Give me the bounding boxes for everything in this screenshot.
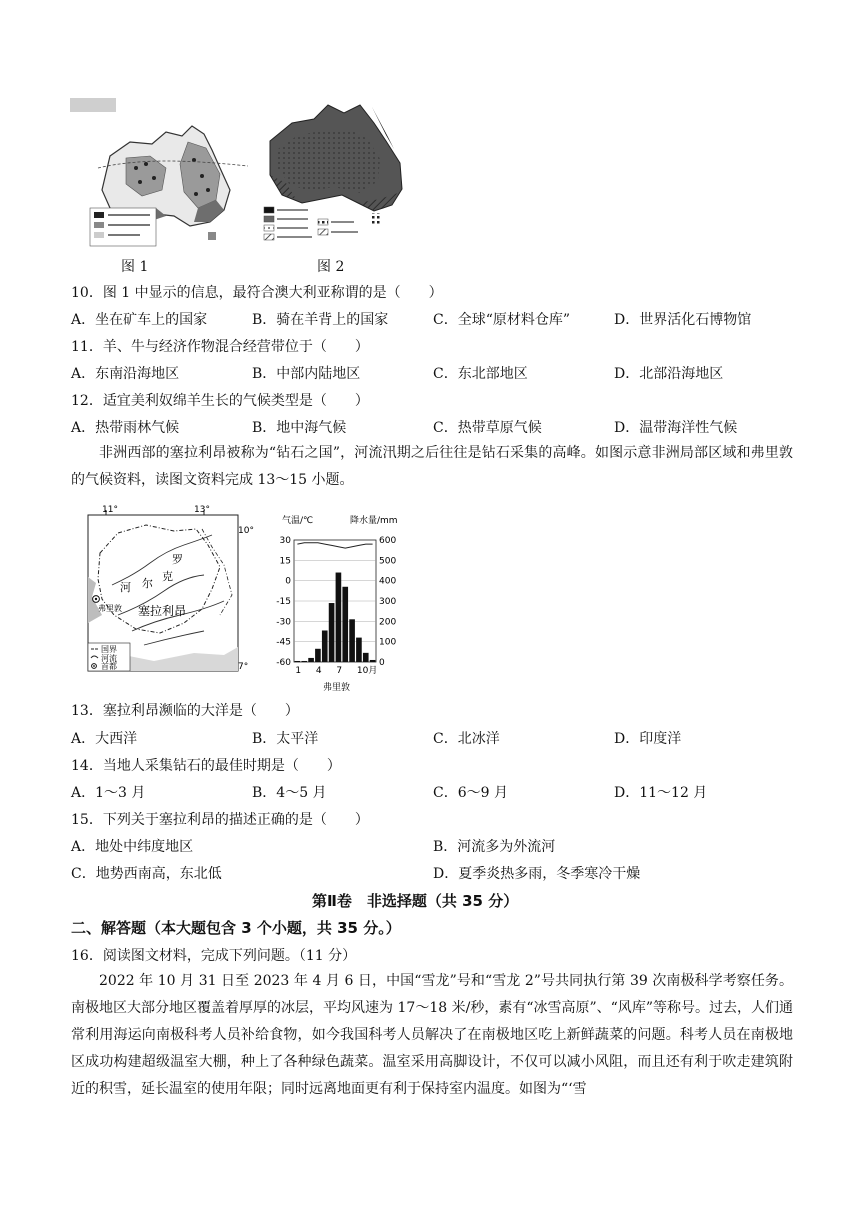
precip-bar bbox=[315, 649, 321, 662]
city-label-freetown: 弗里敦 bbox=[98, 604, 122, 613]
question-14-option-a[interactable]: A．1～3 月 bbox=[71, 785, 146, 801]
precip-tick-label: 400 bbox=[379, 576, 397, 587]
tick-11: 11° bbox=[102, 505, 118, 515]
temp-tick-label: -45 bbox=[276, 637, 291, 648]
question-12-option-b[interactable]: B．地中海气候 bbox=[252, 420, 347, 436]
tick-10: 10° bbox=[238, 526, 254, 536]
temp-tick-label: -60 bbox=[276, 658, 291, 668]
precip-bar bbox=[295, 661, 301, 662]
month-tick-label: 10月 bbox=[356, 666, 378, 676]
part2-title: 第Ⅱ卷 非选择题（共 35 分） bbox=[312, 892, 519, 910]
precip-bar bbox=[363, 653, 369, 662]
question-12-option-d[interactable]: D．温带海洋性气候 bbox=[614, 420, 738, 436]
question-10-option-b[interactable]: B．骑在羊背上的国家 bbox=[252, 312, 389, 328]
month-tick-label: 1 bbox=[295, 666, 302, 676]
question-14-option-c[interactable]: C．6～9 月 bbox=[433, 785, 508, 801]
temp-axis-label: 气温/℃ bbox=[282, 516, 314, 526]
tick-7: 7° bbox=[238, 662, 249, 672]
precip-bar bbox=[336, 573, 342, 662]
question-11-option-a[interactable]: A．东南沿海地区 bbox=[71, 366, 180, 382]
precip-bar bbox=[308, 658, 314, 662]
legend-border: 国界 bbox=[101, 645, 117, 654]
tick-13: 13° bbox=[194, 505, 210, 515]
legend-river: 河流 bbox=[101, 654, 117, 663]
precip-bar bbox=[342, 587, 348, 662]
question-15-option-d[interactable]: D．夏季炎热多雨，冬季寒冷干燥 bbox=[433, 866, 641, 882]
river-char-he: 河 bbox=[120, 581, 131, 594]
question-10-option-d[interactable]: D．世界活化石博物馆 bbox=[614, 312, 752, 328]
precip-tick-label: 600 bbox=[379, 536, 397, 546]
figure1-caption: 图 1 bbox=[121, 259, 149, 275]
freetown-climate-chart bbox=[268, 512, 410, 694]
month-tick-label: 7 bbox=[336, 666, 343, 676]
station-label: 弗里敦 bbox=[323, 683, 351, 693]
question-12-stem: 12．适宜美利奴绵羊生长的气候类型是（ ） bbox=[71, 393, 369, 409]
river-char-luo: 罗 bbox=[172, 553, 183, 566]
precip-bar bbox=[370, 660, 376, 662]
country-label: 塞拉利昂 bbox=[138, 604, 187, 618]
intro-questions-13-15: 非洲西部的塞拉利昂被称为“钻石之国”，河流汛期之后往往是钻石采集的高峰。如图示意非洲局部区域和弗里敦的气候资料，读图文资料完成 13～15 小题。 bbox=[71, 445, 793, 488]
precip-bar bbox=[329, 603, 335, 662]
question-15-option-a[interactable]: A．地处中纬度地区 bbox=[71, 839, 194, 855]
month-tick-label: 4 bbox=[315, 666, 322, 676]
figure2-caption: 图 2 bbox=[317, 259, 345, 275]
precip-tick-label: 300 bbox=[379, 597, 397, 607]
sierra-leone-map bbox=[84, 505, 264, 675]
question-12-option-a[interactable]: A．热带雨林气候 bbox=[71, 420, 180, 436]
question-14-stem: 14．当地人采集钻石的最佳时期是（ ） bbox=[71, 758, 341, 774]
precip-bar bbox=[322, 630, 328, 662]
section2-title: 二、解答题（本大题包含 3 个小题，共 35 分。） bbox=[71, 919, 401, 937]
temp-tick-label: 0 bbox=[285, 576, 291, 587]
temp-tick-label: -30 bbox=[276, 617, 291, 628]
temp-tick-label: -15 bbox=[276, 597, 291, 607]
question-11-option-d[interactable]: D．北部沿海地区 bbox=[614, 366, 724, 382]
precip-axis-label: 降水量/mm bbox=[350, 516, 398, 526]
question-13-option-c[interactable]: C．北冰洋 bbox=[433, 731, 500, 747]
legend-capital: 首都 bbox=[101, 662, 117, 671]
temp-tick-label: 15 bbox=[279, 556, 291, 567]
precip-bar bbox=[301, 661, 307, 662]
precip-tick-label: 0 bbox=[379, 658, 385, 668]
question-10-option-a[interactable]: A．坐在矿车上的国家 bbox=[71, 312, 208, 328]
question-11-option-b[interactable]: B．中部内陆地区 bbox=[252, 366, 361, 382]
precip-tick-label: 200 bbox=[379, 617, 397, 628]
question-15-option-c[interactable]: C．地势西南高，东北低 bbox=[71, 866, 222, 882]
precip-tick-label: 500 bbox=[379, 556, 397, 567]
question-13-option-d[interactable]: D．印度洋 bbox=[614, 731, 682, 747]
precip-bar bbox=[349, 619, 355, 662]
question-16-stem: 16．阅读图文材料，完成下列问题。（11 分） bbox=[71, 948, 357, 964]
temp-tick-label: 30 bbox=[279, 536, 291, 546]
question-14-option-b[interactable]: B．4～5 月 bbox=[252, 785, 327, 801]
question-13-stem: 13．塞拉利昂濒临的大洋是（ ） bbox=[71, 703, 299, 719]
river-char-ke: 克 bbox=[162, 570, 173, 583]
precip-bar bbox=[356, 638, 362, 662]
question-10-option-c[interactable]: C．全球“原材料仓库” bbox=[433, 312, 571, 328]
question-12-option-c[interactable]: C．热带草原气候 bbox=[433, 420, 542, 436]
question-11-stem: 11．羊、牛与经济作物混合经营带位于（ ） bbox=[71, 339, 369, 355]
question-14-option-d[interactable]: D．11～12 月 bbox=[614, 785, 708, 801]
precip-tick-label: 100 bbox=[379, 637, 397, 648]
river-char-er: 尔 bbox=[142, 577, 153, 590]
question-16-material: 2022 年 10 月 31 日至 2023 年 4 月 6 日，中国“雪龙”号和“雪龙 2”号共同执行第 39 次南极科学考察任务。南极地区大部分地区覆盖着厚厚的冰层，平均风速为 17～18 米/秒，素有“冰雪高原”、“风库”等称号。过去，人们通常利用海运向南极科考人员补给食物，如今我国科考人员解决了在南极地区吃上新鲜蔬菜的问题。科考人员在南极地区成功构建超级温室大棚，种上了各种绿色蔬菜。温室采用高脚设计，不仅可以减小风阻，而且还有利于吹走建筑附近的积雪，延长温室的使用年限；同时远离地面更有利于保持室内温度。如图为“‘雪 bbox=[71, 973, 793, 1097]
figure1-australia-map bbox=[70, 98, 266, 248]
question-11-option-c[interactable]: C．东北部地区 bbox=[433, 366, 528, 382]
question-13-option-b[interactable]: B．太平洋 bbox=[252, 731, 319, 747]
question-15-stem: 15．下列关于塞拉利昂的描述正确的是（ ） bbox=[71, 812, 369, 828]
question-15-option-b[interactable]: B．河流多为外流河 bbox=[433, 839, 556, 855]
question-10-stem: 10．图 1 中显示的信息，最符合澳大利亚称谓的是（ ） bbox=[71, 285, 443, 301]
figure2-australia-climate-map bbox=[262, 101, 408, 249]
question-13-option-a[interactable]: A．大西洋 bbox=[71, 731, 138, 747]
